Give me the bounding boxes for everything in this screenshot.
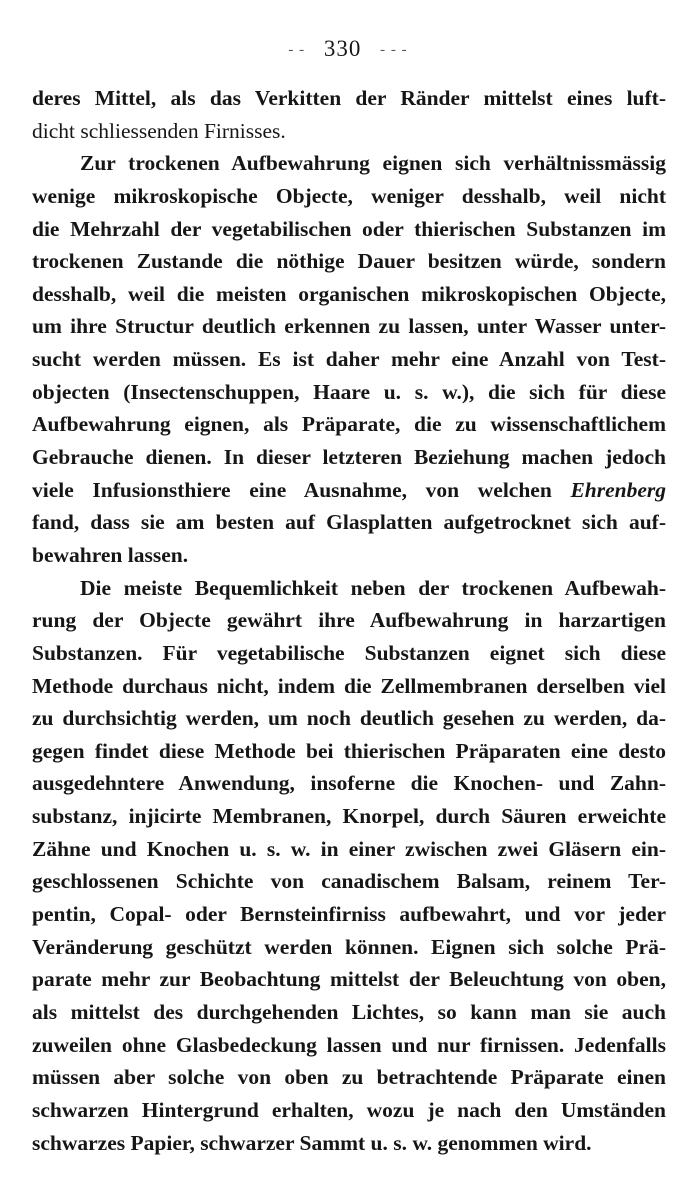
text-line: ausgedehntere Anwendung, insoferne die Knochen- und Zahn- [32, 771, 666, 796]
text-segment: viele Infusionsthiere eine Ausnahme, von welchen [32, 477, 552, 502]
text-line: geschlossenen Schichte von canadischem Balsam, reinem Ter- [32, 869, 666, 894]
text-line: Aufbewahrung eignen, als Präparate, die zu wissenschaftlichem [32, 412, 666, 437]
text-line: pentin, Copal- oder Bernsteinfirniss aufbewahrt, und vor jeder [32, 902, 666, 927]
text-line: bewahren lassen. [32, 542, 189, 567]
text-line: Gebrauche dienen. In dieser letzteren Beziehung machen jedoch [32, 445, 666, 470]
text-line: schwarzes Papier, schwarzer Sammt u. s. w. genommen wird. [32, 1130, 592, 1155]
text-line: gegen findet diese Methode bei thierischen Präparaten eine desto [32, 738, 666, 763]
text-line: wenige mikroskopische Objecte, weniger desshalb, weil nicht [32, 183, 666, 208]
text-line: die Mehrzahl der vegetabilischen oder thierischen Substanzen im [32, 216, 666, 241]
text-line: Zur trockenen Aufbewahrung eignen sich verhältnissmässig [80, 151, 666, 176]
text-line: um ihre Structur deutlich erkennen zu lassen, unter Wasser unter- [32, 314, 666, 339]
text-line: Substanzen. Für vegetabilische Substanzen eignet sich diese [32, 640, 666, 665]
header-dash-left: - - [288, 42, 306, 59]
page-number: 330 [323, 36, 362, 61]
text-line: Veränderung geschützt werden können. Eignen sich solche Prä- [32, 934, 666, 959]
emphasized-name: Ehrenberg [570, 477, 667, 502]
text-line: müssen aber solche von oben zu betrachtende Präparate einen [32, 1065, 666, 1090]
text-line-with-emphasis [32, 474, 666, 507]
text-line: schwarzen Hintergrund erhalten, wozu je nach den Umständen [32, 1097, 666, 1122]
text-line: sucht werden müssen. Es ist daher mehr eine Anzahl von Test- [32, 347, 666, 372]
text-line: objecten (Insectenschuppen, Haare u. s. w.), die sich für diese [32, 379, 666, 404]
text-line: dicht schliessenden Firnisses. [32, 118, 286, 143]
page-header [0, 36, 696, 62]
text-line: fand, dass sie am besten auf Glasplatten aufgetrocknet sich auf- [32, 510, 666, 535]
body-text [32, 82, 666, 1159]
text-line: desshalb, weil die meisten organischen mikroskopischen Objecte, [32, 281, 666, 306]
text-line: Methode durchaus nicht, indem die Zellmembranen derselben viel [32, 673, 666, 698]
text-line: Zähne und Knochen u. s. w. in einer zwischen zwei Gläsern ein- [32, 836, 666, 861]
text-line: substanz, injicirte Membranen, Knorpel, durch Säuren erweichte [32, 804, 666, 829]
text-line: rung der Objecte gewährt ihre Aufbewahrung in harzartigen [32, 608, 666, 633]
text-line: Die meiste Bequemlichkeit neben der trockenen Aufbewah- [80, 575, 666, 600]
text-line: trockenen Zustande die nöthige Dauer besitzen würde, sondern [32, 249, 666, 274]
text-line: parate mehr zur Beobachtung mittelst der Beleuchtung von oben, [32, 967, 666, 992]
header-dash-right: - - - [380, 42, 408, 59]
text-line: als mittelst des durchgehenden Lichtes, so kann man sie auch [32, 999, 666, 1024]
text-line: zuweilen ohne Glasbedeckung lassen und nur firnissen. Jedenfalls [32, 1032, 666, 1057]
text-line: zu durchsichtig werden, um noch deutlich gesehen zu werden, da- [32, 706, 666, 731]
text-line: deres Mittel, als das Verkitten der Ränder mittelst eines luft- [32, 86, 666, 110]
